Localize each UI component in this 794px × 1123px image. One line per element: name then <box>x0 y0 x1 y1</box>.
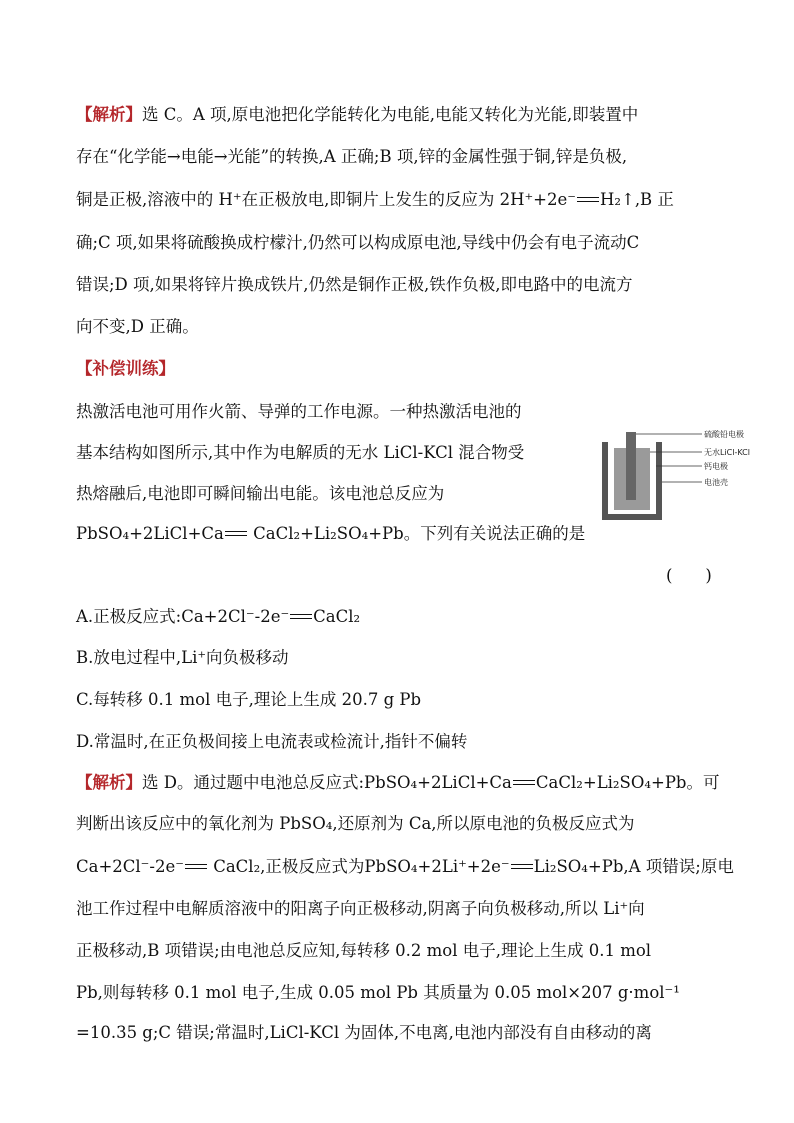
analysis2-line-4: 池工作过程中电解质溶液中的阳离子向正极移动,阴离子向负极移动,所以 Li⁺向 <box>76 899 645 918</box>
reaction-equals-sign <box>290 614 312 619</box>
question-text: 热熔融后,电池即可瞬间输出电能。该电池总反应为 <box>76 484 445 503</box>
figure-label-electrolyte: 无水LiCl-KCl <box>704 448 750 457</box>
analysis-text: 错误;D 项,如果将锌片换成铁片,仍然是铜作正极,铁作负极,即电路中的电流方 <box>76 275 633 294</box>
question-line-1 <box>76 400 522 424</box>
analysis-line-5 <box>76 273 633 297</box>
analysis-text: 选 D。通过题中电池总反应式:PbSO₄+2LiCl+Ca <box>142 773 512 792</box>
question-line-3 <box>76 482 444 506</box>
analysis-text: 向不变,D 正确。 <box>76 317 199 336</box>
analysis-text: CaCl₂,正极反应式为PbSO₄+2Li⁺+2e⁻ <box>213 857 510 876</box>
reaction-equals-sign <box>511 864 533 869</box>
figure-label-battery-shell: 电池壳 <box>704 478 728 487</box>
option-b: B.放电过程中,Li⁺向负极移动 <box>76 648 289 667</box>
analysis-line-6 <box>76 315 199 339</box>
analysis-line-1 <box>76 103 638 127</box>
option-c: C.每转移 0.1 mol 电子,理论上生成 20.7 g Pb <box>76 690 422 709</box>
analysis2-line-6: Pb,则每转移 0.1 mol 电子,生成 0.05 mol Pb 其质量为 0.05 mol×207 g·mol⁻¹ <box>76 983 680 1002</box>
figure-label-calcium-electrode: 钙电极 <box>704 462 728 471</box>
answer-bracket: ( ) <box>666 566 712 585</box>
analysis-text: 选 C。A 项,原电池把化学能转化为电能,电能又转化为光能,即装置中 <box>142 105 639 124</box>
option-text: A.正极反应式:Ca+2Cl⁻-2e⁻ <box>76 607 290 626</box>
question-text: 基本结构如图所示,其中作为电解质的无水 LiCl-KCl 混合物受 <box>76 443 525 462</box>
question-line-2 <box>76 441 524 465</box>
figure-label-lead-electrode: 硫酸铅电极 <box>704 430 744 439</box>
reaction-equals-sign <box>577 197 599 202</box>
analysis-line-2 <box>76 145 627 169</box>
analysis-text: Li₂SO₄+Pb,A 项错误;原电 <box>533 857 734 876</box>
analysis-text: CaCl₂+Li₂SO₄+Pb。可 <box>535 773 720 792</box>
reaction-equals-sign <box>225 531 247 536</box>
option-text: CaCl₂ <box>313 607 361 626</box>
reaction-equals-sign <box>185 864 207 869</box>
analysis-text: 铜是正极,溶液中的 H⁺在正极放电,即铜片上发生的反应为 2H⁺+2e⁻ <box>76 190 576 209</box>
analysis-line-3 <box>76 188 674 212</box>
analysis2-line-1 <box>76 771 719 795</box>
question-text: PbSO₄+2LiCl+Ca <box>76 524 224 543</box>
option-a <box>76 605 360 629</box>
analysis2-line-7: =10.35 g;C 错误;常温时,LiCl-KCl 为固体,不电离,电池内部没有自由移动的离 <box>76 1023 652 1042</box>
battery-diagram <box>600 430 750 525</box>
analysis-text: 确;C 项,如果将硫酸换成柠檬汁,仍然可以构成原电池,导线中仍会有电子流动C <box>76 233 640 252</box>
reaction-equals-sign <box>513 780 535 785</box>
analysis-line-4 <box>76 231 639 255</box>
analysis-text: H₂↑,B 正 <box>599 190 674 209</box>
analysis-tag: 【解析】 <box>76 105 142 124</box>
analysis2-line-5: 正极移动,B 项错误;由电池总反应知,每转移 0.2 mol 电子,理论上生成 0.1 mol <box>76 941 652 960</box>
section-title: 【补偿训练】 <box>76 359 175 378</box>
lead-sulfate-electrode <box>626 432 636 500</box>
option-d: D.常温时,在正负极间接上电流表或检流计,指针不偏转 <box>76 732 468 751</box>
question-line-4 <box>76 522 585 546</box>
question-text: CaCl₂+Li₂SO₄+Pb。下列有关说法正确的是 <box>253 524 586 543</box>
question-text: 热激活电池可用作火箭、导弹的工作电源。一种热激活电池的 <box>76 402 522 421</box>
analysis-tag: 【解析】 <box>76 773 142 792</box>
analysis2-line-3 <box>76 855 734 879</box>
analysis2-line-2: 判断出该反应中的氧化剂为 PbSO₄,还原剂为 Ca,所以原电池的负极反应式为 <box>76 814 635 833</box>
analysis-text: Ca+2Cl⁻-2e⁻ <box>76 857 184 876</box>
analysis-text: 存在“化学能→电能→光能”的转换,A 正确;B 项,锌的金属性强于铜,锌是负极, <box>76 147 628 166</box>
